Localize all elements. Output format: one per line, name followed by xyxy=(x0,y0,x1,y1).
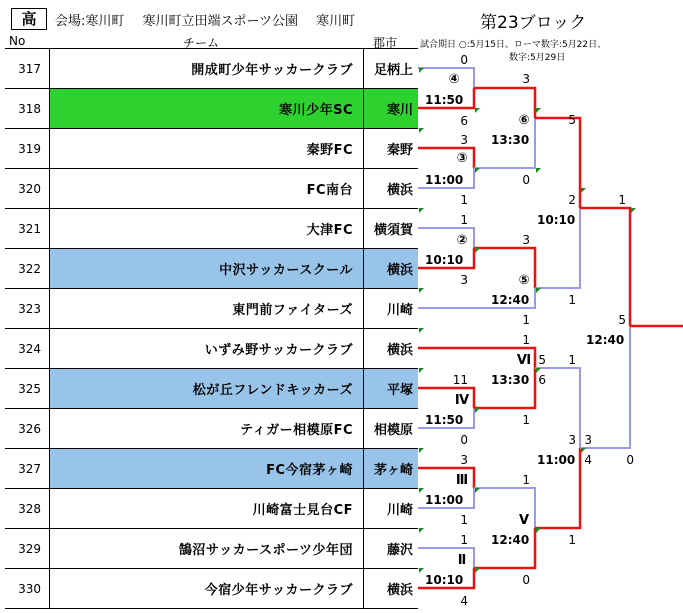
team-number: 321 xyxy=(5,209,50,248)
category-badge: 高 xyxy=(11,8,47,30)
team-city: 横浜 xyxy=(386,263,413,278)
match-mark: Ⅵ xyxy=(516,353,532,368)
match-score: 1 xyxy=(460,193,468,207)
column-header-city: 郡市 xyxy=(373,36,398,50)
match-score: 1 xyxy=(460,513,468,527)
match-score: 1 xyxy=(568,353,576,367)
flag-marker xyxy=(475,408,480,413)
match-score: 11 xyxy=(452,373,468,387)
match-mark: Ⅳ xyxy=(454,393,470,408)
match-score: 5 xyxy=(568,113,576,127)
match-time: 12:40 xyxy=(586,333,625,347)
match-score: 0 xyxy=(522,173,530,187)
team-name: 東門前ファイターズ xyxy=(50,289,364,328)
team-number: 328 xyxy=(5,489,50,528)
match-score: 3 xyxy=(568,433,576,447)
match-score: 0 xyxy=(626,453,634,467)
match-score: 3 xyxy=(584,433,592,447)
flag-marker xyxy=(419,128,424,133)
team-city: 秦野 xyxy=(386,143,413,158)
flag-marker xyxy=(581,188,586,193)
match-time: 11:00 xyxy=(425,493,464,507)
team-city: 寒川 xyxy=(386,103,413,118)
flag-marker xyxy=(536,288,541,293)
team-name: 松が丘フレンドキッカーズ xyxy=(50,369,364,408)
match-score: 3 xyxy=(460,453,468,467)
match-mark: ④ xyxy=(448,72,460,87)
flag-marker xyxy=(419,208,424,213)
team-city: 茅ヶ崎 xyxy=(373,463,413,478)
bracket-labels xyxy=(425,53,634,608)
team-city: 足柄上 xyxy=(373,63,413,78)
team-name: 秦野FC xyxy=(50,129,364,168)
match-score: 5 xyxy=(538,353,546,367)
bracket-line-m6-winner xyxy=(580,208,630,326)
match-time: 12:40 xyxy=(491,533,530,547)
match-score: 1 xyxy=(460,213,468,227)
match-score: 1 xyxy=(522,473,530,487)
flag-marker xyxy=(419,528,424,533)
team-name: いずみ野サッカークラブ xyxy=(50,329,364,368)
match-mark: Ⅲ xyxy=(455,473,469,488)
match-mark: ⑥ xyxy=(518,113,530,128)
team-city: 藤沢 xyxy=(386,543,413,558)
match-score: 4 xyxy=(460,594,468,608)
team-city: 川崎 xyxy=(386,303,413,318)
team-number: 329 xyxy=(5,529,50,568)
match-mark: ⑤ xyxy=(518,273,530,288)
bracket-lines xyxy=(418,68,683,588)
flag-marker xyxy=(475,568,480,573)
team-number: 330 xyxy=(5,569,50,608)
schedule-note-line1: 試合期日 ○:5月15日、ローマ数字:5月22日、 xyxy=(420,40,607,50)
flag-marker xyxy=(536,168,541,173)
team-number: 322 xyxy=(5,249,50,288)
match-time: 11:00 xyxy=(537,453,576,467)
team-name: 寒川少年SC xyxy=(50,89,364,128)
match-score: 1 xyxy=(568,533,576,547)
match-mark: ③ xyxy=(456,151,468,166)
team-number: 324 xyxy=(5,329,50,368)
venue-name: 寒川町立田端スポーツ公園 xyxy=(142,14,299,29)
flag-marker xyxy=(631,208,636,213)
flag-marker xyxy=(475,248,480,253)
match-score: 6 xyxy=(460,114,468,128)
flag-marker xyxy=(536,528,541,533)
team-number: 319 xyxy=(5,129,50,168)
match-time: 10:10 xyxy=(425,253,464,267)
flag-marker xyxy=(419,68,424,73)
column-header-team: チーム xyxy=(183,36,220,50)
schedule-note-line2: 数字:5月29日 xyxy=(509,53,566,63)
match-mark: Ⅱ xyxy=(457,553,467,568)
block-title: 第23ブロック xyxy=(480,13,587,33)
match-mark: ② xyxy=(456,233,468,248)
team-number: 323 xyxy=(5,289,50,328)
team-city: 横浜 xyxy=(386,183,413,198)
team-city: 横浜 xyxy=(386,343,413,358)
match-score: 1 xyxy=(522,413,530,427)
match-time: 12:40 xyxy=(491,293,530,307)
team-name: FC南台 xyxy=(50,169,364,208)
match-time: 11:00 xyxy=(425,173,464,187)
team-name: 開成町少年サッカークラブ xyxy=(50,49,364,88)
bracket-line-317 xyxy=(418,68,474,88)
match-score: 5 xyxy=(618,313,626,327)
team-name: 鵠沼サッカースポーツ少年団 xyxy=(50,529,364,568)
team-number: 327 xyxy=(5,449,50,488)
team-number: 320 xyxy=(5,169,50,208)
team-number: 325 xyxy=(5,369,50,408)
venue-label: 会場:寒川町 xyxy=(55,14,125,29)
flag-marker xyxy=(419,448,424,453)
team-city: 川崎 xyxy=(386,503,413,518)
match-score: 1 xyxy=(618,193,626,207)
match-score: 3 xyxy=(460,133,468,147)
match-time: 13:30 xyxy=(491,373,530,387)
team-city: 横須賀 xyxy=(373,223,413,238)
match-score: 1 xyxy=(568,293,576,307)
team-name: 今宿少年サッカークラブ xyxy=(50,569,364,608)
flag-marker xyxy=(475,488,480,493)
team-city: 横浜 xyxy=(386,583,413,598)
team-number: 318 xyxy=(5,89,50,128)
match-time: 10:10 xyxy=(425,573,464,587)
match-score: 0 xyxy=(460,53,468,67)
team-name: FC今宿茅ヶ崎 xyxy=(50,449,364,488)
match-score: 3 xyxy=(522,72,530,86)
match-score: 4 xyxy=(584,453,592,467)
match-score: 2 xyxy=(568,193,576,207)
flag-marker xyxy=(419,328,424,333)
team-city: 平塚 xyxy=(386,383,413,398)
flag-marker xyxy=(419,288,424,293)
match-time: 10:10 xyxy=(537,213,576,227)
flag-marker xyxy=(536,108,541,113)
team-number: 326 xyxy=(5,409,50,448)
team-name: 大津FC xyxy=(50,209,364,248)
venue-city: 寒川町 xyxy=(316,14,356,29)
match-time: 11:50 xyxy=(425,93,464,107)
team-name: ティガー相模原FC xyxy=(50,409,364,448)
match-mark: Ⅴ xyxy=(518,513,530,528)
flag-marker xyxy=(475,168,480,173)
team-name: 川崎富士見台CF xyxy=(50,489,364,528)
team-city: 相模原 xyxy=(373,423,413,438)
team-number: 317 xyxy=(5,49,50,88)
column-header-no: No xyxy=(9,34,26,48)
match-score: 3 xyxy=(460,273,468,287)
flag-marker xyxy=(475,108,480,113)
match-score: 0 xyxy=(522,573,530,587)
match-score: 0 xyxy=(460,433,468,447)
flag-marker xyxy=(419,368,424,373)
match-score: 6 xyxy=(538,373,546,387)
match-score: 1 xyxy=(522,313,530,327)
match-score: 3 xyxy=(522,233,530,247)
match-time: 13:30 xyxy=(491,133,530,147)
match-time: 11:50 xyxy=(425,413,464,427)
match-score: 1 xyxy=(460,533,468,547)
match-score: 1 xyxy=(522,333,530,347)
team-name: 中沢サッカースクール xyxy=(50,249,364,288)
flag-marker xyxy=(419,568,424,573)
flag-marker xyxy=(419,488,424,493)
